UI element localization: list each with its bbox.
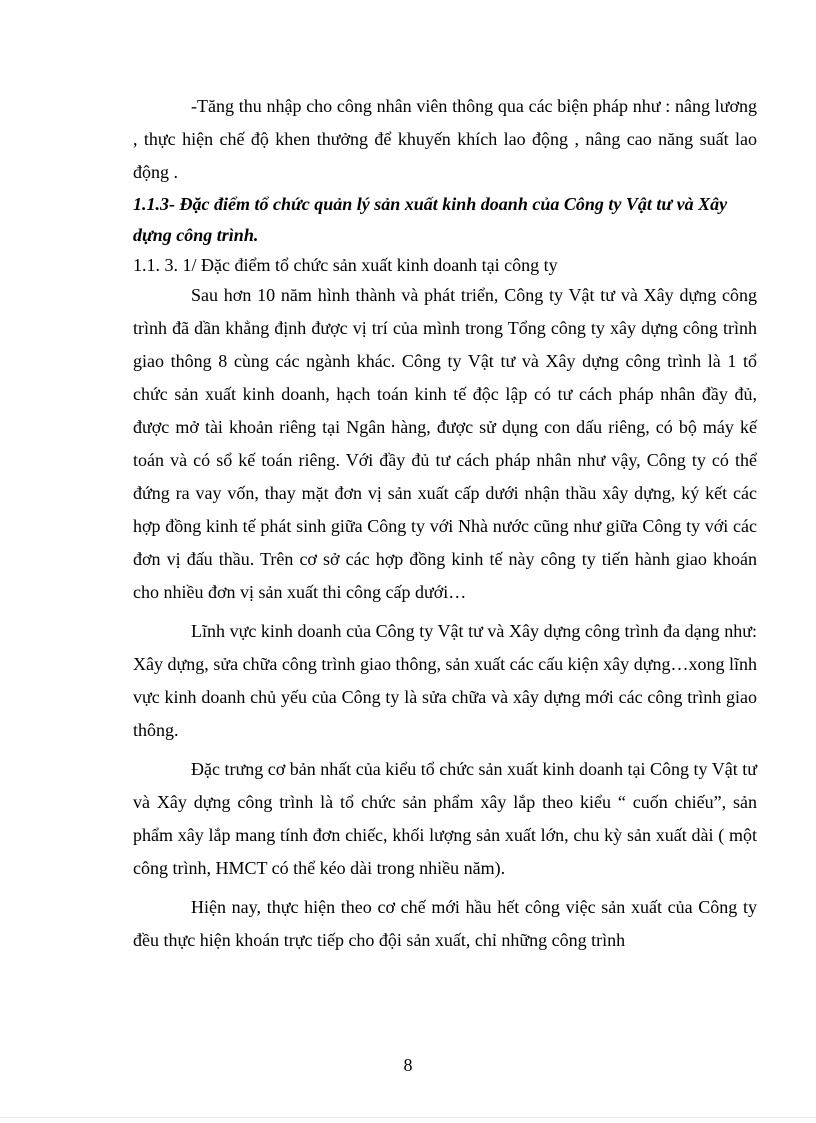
body-paragraph-3: Đặc trưng cơ bản nhất của kiểu tổ chức sản xuất kinh doanh tại Công ty Vật tư và Xây dựng công trình là tổ chức sản phẩm xây lắp theo kiểu “ cuốn chiếu”, sản phẩm xây lắp mang tính đơn chiếc, khối lượng sản xuất lớn, chu kỳ sản xuất dài ( một công trình, HMCT có thể kéo dài trong nhiều năm). bbox=[133, 759, 757, 878]
body-paragraph-1: Sau hơn 10 năm hình thành và phát triển, Công ty Vật tư và Xây dựng công trình đã dần khẳng định được vị trí của mình trong Tổng công ty xây dựng công trình giao thông 8 cùng các ngành khác. Công ty Vật tư và Xây dựng công trình là 1 tổ chức sản xuất kinh doanh, hạch toán kinh tế độc lập có tư cách pháp nhân đầy đủ, được mở tài khoản riêng tại Ngân hàng, được sử dụng con dấu riêng, có bộ máy kế toán và có sổ kế toán riêng. Với đầy đủ tư cách pháp nhân như vậy, Công ty có thể đứng ra vay vốn, thay mặt đơn vị sản xuất cấp dưới nhận thầu xây dựng, ký kết các hợp đồng kinh tế phát sinh giữa Công ty với Nhà nước cũng như giữa Công ty với các đơn vị đấu thầu. Trên cơ sở các hợp đồng kinh tế này công ty tiến hành giao khoán cho nhiều đơn vị sản xuất thi công cấp dưới… bbox=[133, 285, 757, 602]
page-bottom-divider bbox=[0, 1117, 816, 1118]
page-content bbox=[133, 90, 757, 957]
subsection-heading: 1.1. 3. 1/ Đặc điểm tổ chức sản xuất kinh doanh tại công ty bbox=[133, 255, 558, 275]
page-number: 8 bbox=[403, 1055, 413, 1075]
intro-paragraph: -Tăng thu nhập cho công nhân viên thông qua các biện pháp như : nâng lương , thực hiện chế độ khen thưởng để khuyến khích lao động , nâng cao năng suất lao động . bbox=[133, 96, 757, 182]
section-heading: 1.1.3- Đặc điểm tổ chức quản lý sản xuất kinh doanh của Công ty Vật tư và Xây dựng công trình. bbox=[133, 194, 728, 245]
body-paragraph-4: Hiện nay, thực hiện theo cơ chế mới hầu hết công việc sản xuất của Công ty đều thực hiện khoán trực tiếp cho đội sản xuất, chỉ những công trình bbox=[133, 897, 757, 950]
body-paragraph-2: Lĩnh vực kinh doanh của Công ty Vật tư và Xây dựng công trình đa dạng như: Xây dựng, sửa chữa công trình giao thông, sản xuất các cấu kiện xây dựng…xong lĩnh vực kinh doanh chủ yếu của Công ty là sửa chữa và xây dựng mới các công trình giao thông. bbox=[133, 621, 757, 740]
